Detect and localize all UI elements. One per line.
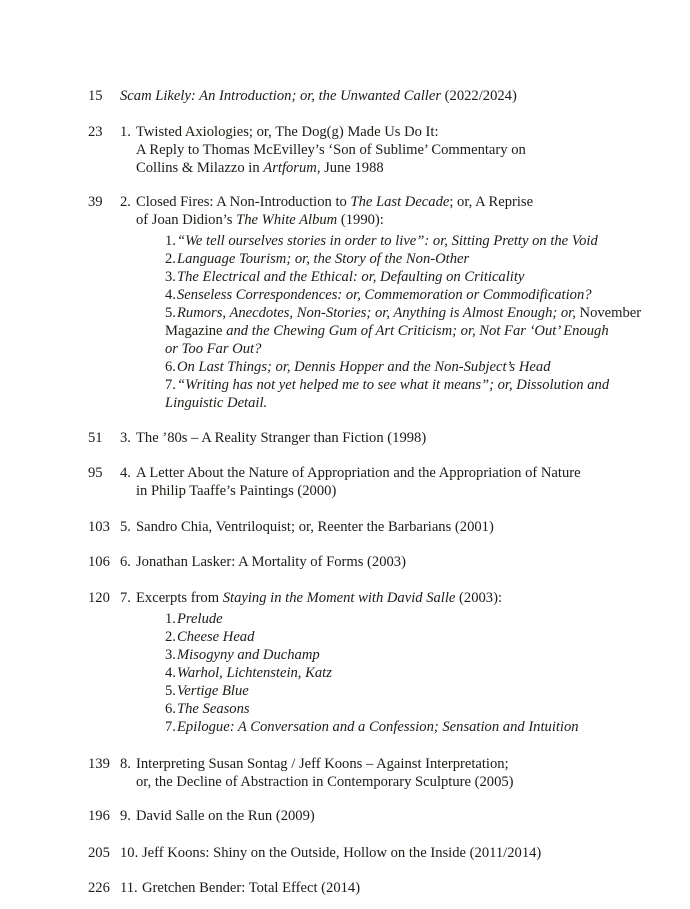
entry-title-line (120, 844, 648, 862)
chapter-number: 3. (120, 430, 131, 446)
page-number: 103 (88, 519, 110, 535)
page-number: 15 (88, 88, 103, 104)
sub-item (165, 628, 648, 646)
entry-body (120, 807, 648, 825)
sub-item (165, 664, 648, 682)
text-run: Scam Likely: An Introduction; or, the Unwanted Caller (120, 88, 442, 104)
toc-entry (88, 464, 648, 500)
sub-item-number: 2. (165, 629, 176, 645)
text-run: (2022/2024) (441, 88, 517, 104)
entry-title-line (120, 518, 648, 536)
text-run: ; or, A Reprise (449, 194, 534, 210)
text-run: in Philip Taaffe’s Paintings (2000) (136, 483, 337, 499)
sub-item-number: 3. (165, 269, 176, 285)
sub-item-number: 2. (165, 251, 176, 267)
entry-title-line (120, 141, 648, 159)
chapter-number: 2. (120, 194, 131, 210)
text-run: A Reply to Thomas McEvilley’s ‘Son of Sublime’ Commentary on (136, 142, 526, 158)
text-run: Sandro Chia, Ventriloquist; or, Reenter the Barbarians (2001) (136, 519, 494, 535)
toc-entry (88, 553, 648, 571)
entry-title-line (120, 553, 648, 571)
sub-item (165, 232, 648, 250)
entry-body (120, 193, 648, 412)
text-run: Jonathan Lasker: A Mortality of Forms (2003) (136, 554, 406, 570)
sub-item (165, 610, 648, 628)
entry-title-line (120, 482, 648, 500)
sub-item-number: 1. (165, 611, 176, 627)
chapter-number: 4. (120, 465, 131, 481)
sub-item-number: 1. (165, 233, 176, 249)
entry-title-line (120, 464, 648, 482)
sub-item-number: 4. (165, 287, 176, 303)
sub-item-number: 5. (165, 683, 176, 699)
sub-item (165, 286, 648, 304)
sub-item-number: 4. (165, 665, 176, 681)
sub-item (165, 322, 648, 340)
text-run: and the Chewing Gum of Art Criticism; or, Not Far ‘Out’ Enough (222, 323, 609, 339)
entry-body (120, 553, 648, 571)
chapter-number: 1. (120, 124, 131, 140)
text-run: Vertige Blue (177, 683, 249, 699)
entry-title-line (120, 807, 648, 825)
text-run: Language Tourism; or, the Story of the Non-Other (177, 251, 470, 267)
toc-entry (88, 429, 648, 447)
entry-body (120, 87, 648, 105)
chapter-number: 5. (120, 519, 131, 535)
toc-entry (88, 193, 648, 412)
entry-title-line (120, 123, 648, 141)
sub-item (165, 250, 648, 268)
entry-body (120, 518, 648, 536)
entry-title-line (120, 589, 648, 607)
page-number: 196 (88, 808, 110, 824)
text-run: Linguistic Detail. (165, 395, 268, 411)
sub-item-number: 6. (165, 701, 176, 717)
text-run: A Letter About the Nature of Appropriation and the Appropriation of Nature (136, 465, 581, 481)
text-run: Jeff Koons: Shiny on the Outside, Hollow on the Inside (2011/2014) (142, 845, 542, 861)
text-run: “Writing has not yet helped me to see what it means”; or, Dissolution and (177, 377, 610, 393)
sub-item-number: 7. (165, 377, 176, 393)
text-run: November (579, 305, 642, 321)
toc-entry (88, 589, 648, 736)
chapter-number: 6. (120, 554, 131, 570)
entry-body (120, 879, 648, 897)
sub-item (165, 700, 648, 718)
text-run: of Joan Didion’s (136, 212, 237, 228)
toc-entry (88, 518, 648, 536)
text-run: (2003): (455, 590, 503, 606)
chapter-number: 11. (120, 880, 138, 896)
sub-item (165, 718, 648, 736)
text-run: Artforum (263, 160, 317, 176)
text-run: Rumors, Anecdotes, Non-Stories; or, Anything is Almost Enough; or, (177, 305, 580, 321)
entry-title-line (120, 879, 648, 897)
text-run: Interpreting Susan Sontag / Jeff Koons – Against Interpretation; (136, 756, 509, 772)
text-run: Epilogue: A Conversation and a Confession; Sensation and Intuition (177, 719, 579, 735)
sub-item (165, 304, 648, 322)
entry-title-line (120, 429, 648, 447)
text-run: The Seasons (177, 701, 250, 717)
sub-list (165, 232, 648, 412)
page-number: 95 (88, 465, 103, 481)
text-run: Twisted Axiologies; or, The Dog(g) Made Us Do It: (136, 124, 439, 140)
text-run: Gretchen Bender: Total Effect (2014) (142, 880, 361, 896)
text-run: Staying in the Moment with David Salle (222, 590, 456, 606)
page-number: 39 (88, 194, 103, 210)
text-run: David Salle on the Run (2009) (136, 808, 315, 824)
chapter-number: 10. (120, 845, 139, 861)
toc-entry (88, 755, 648, 791)
text-run: Warhol, Lichtenstein, Katz (177, 665, 332, 681)
page-number: 51 (88, 430, 103, 446)
sub-item (165, 376, 648, 394)
page-number: 139 (88, 756, 110, 772)
sub-item (165, 646, 648, 664)
page-number: 120 (88, 590, 110, 606)
toc-entry (88, 844, 648, 862)
text-run: Closed Fires: A Non-Introduction to (136, 194, 351, 210)
entry-body (120, 464, 648, 500)
sub-item-number: 5. (165, 305, 176, 321)
text-run: The White Album (236, 212, 338, 228)
text-run: Misogyny and Duchamp (177, 647, 320, 663)
sub-item (165, 394, 648, 412)
chapter-number: 8. (120, 756, 131, 772)
sub-item (165, 682, 648, 700)
entry-title-line (120, 193, 648, 211)
entry-title-line (120, 755, 648, 773)
chapter-number: 7. (120, 590, 131, 606)
text-run: Senseless Correspondences: or, Commemoration or Commodification? (177, 287, 592, 303)
entry-title-line (120, 87, 648, 105)
text-run: “We tell ourselves stories in order to live”: or, Sitting Pretty on the Void (177, 233, 598, 249)
sub-item-number: 7. (165, 719, 176, 735)
page-number: 226 (88, 880, 110, 896)
text-run: or, the Decline of Abstraction in Contemporary Sculpture (2005) (136, 774, 514, 790)
page-number: 205 (88, 845, 110, 861)
toc-entry (88, 123, 648, 177)
text-run: or Too Far Out? (165, 341, 262, 357)
sub-item (165, 340, 648, 358)
text-run: Cheese Head (177, 629, 255, 645)
sub-item-number: 6. (165, 359, 176, 375)
sub-list (165, 610, 648, 736)
toc-entry (88, 807, 648, 825)
entry-body (120, 429, 648, 447)
text-run: Prelude (177, 611, 223, 627)
sub-item (165, 358, 648, 376)
text-run: The Electrical and the Ethical: or, Defaulting on Criticality (177, 269, 525, 285)
text-run: Excerpts from (136, 590, 223, 606)
entry-title-line (120, 211, 648, 229)
page-number: 106 (88, 554, 110, 570)
entry-body (120, 844, 648, 862)
entry-body (120, 589, 648, 736)
toc-entry (88, 879, 648, 897)
toc-entry (88, 87, 648, 105)
text-run: The Last Decade (350, 194, 450, 210)
entry-body (120, 755, 648, 791)
text-run: On Last Things; or, Dennis Hopper and the Non-Subject’s Head (177, 359, 551, 375)
entry-title-line (120, 773, 648, 791)
text-run: (1990): (337, 212, 384, 228)
chapter-number: 9. (120, 808, 131, 824)
page-number: 23 (88, 124, 103, 140)
entry-body (120, 123, 648, 177)
entry-title-line (120, 159, 648, 177)
sub-item (165, 268, 648, 286)
text-run: The ’80s – A Reality Stranger than Fiction (1998) (136, 430, 427, 446)
text-run: , June 1988 (316, 160, 384, 176)
sub-item-number: 3. (165, 647, 176, 663)
text-run: Collins & Milazzo in (136, 160, 264, 176)
text-run: Magazine (165, 323, 223, 339)
